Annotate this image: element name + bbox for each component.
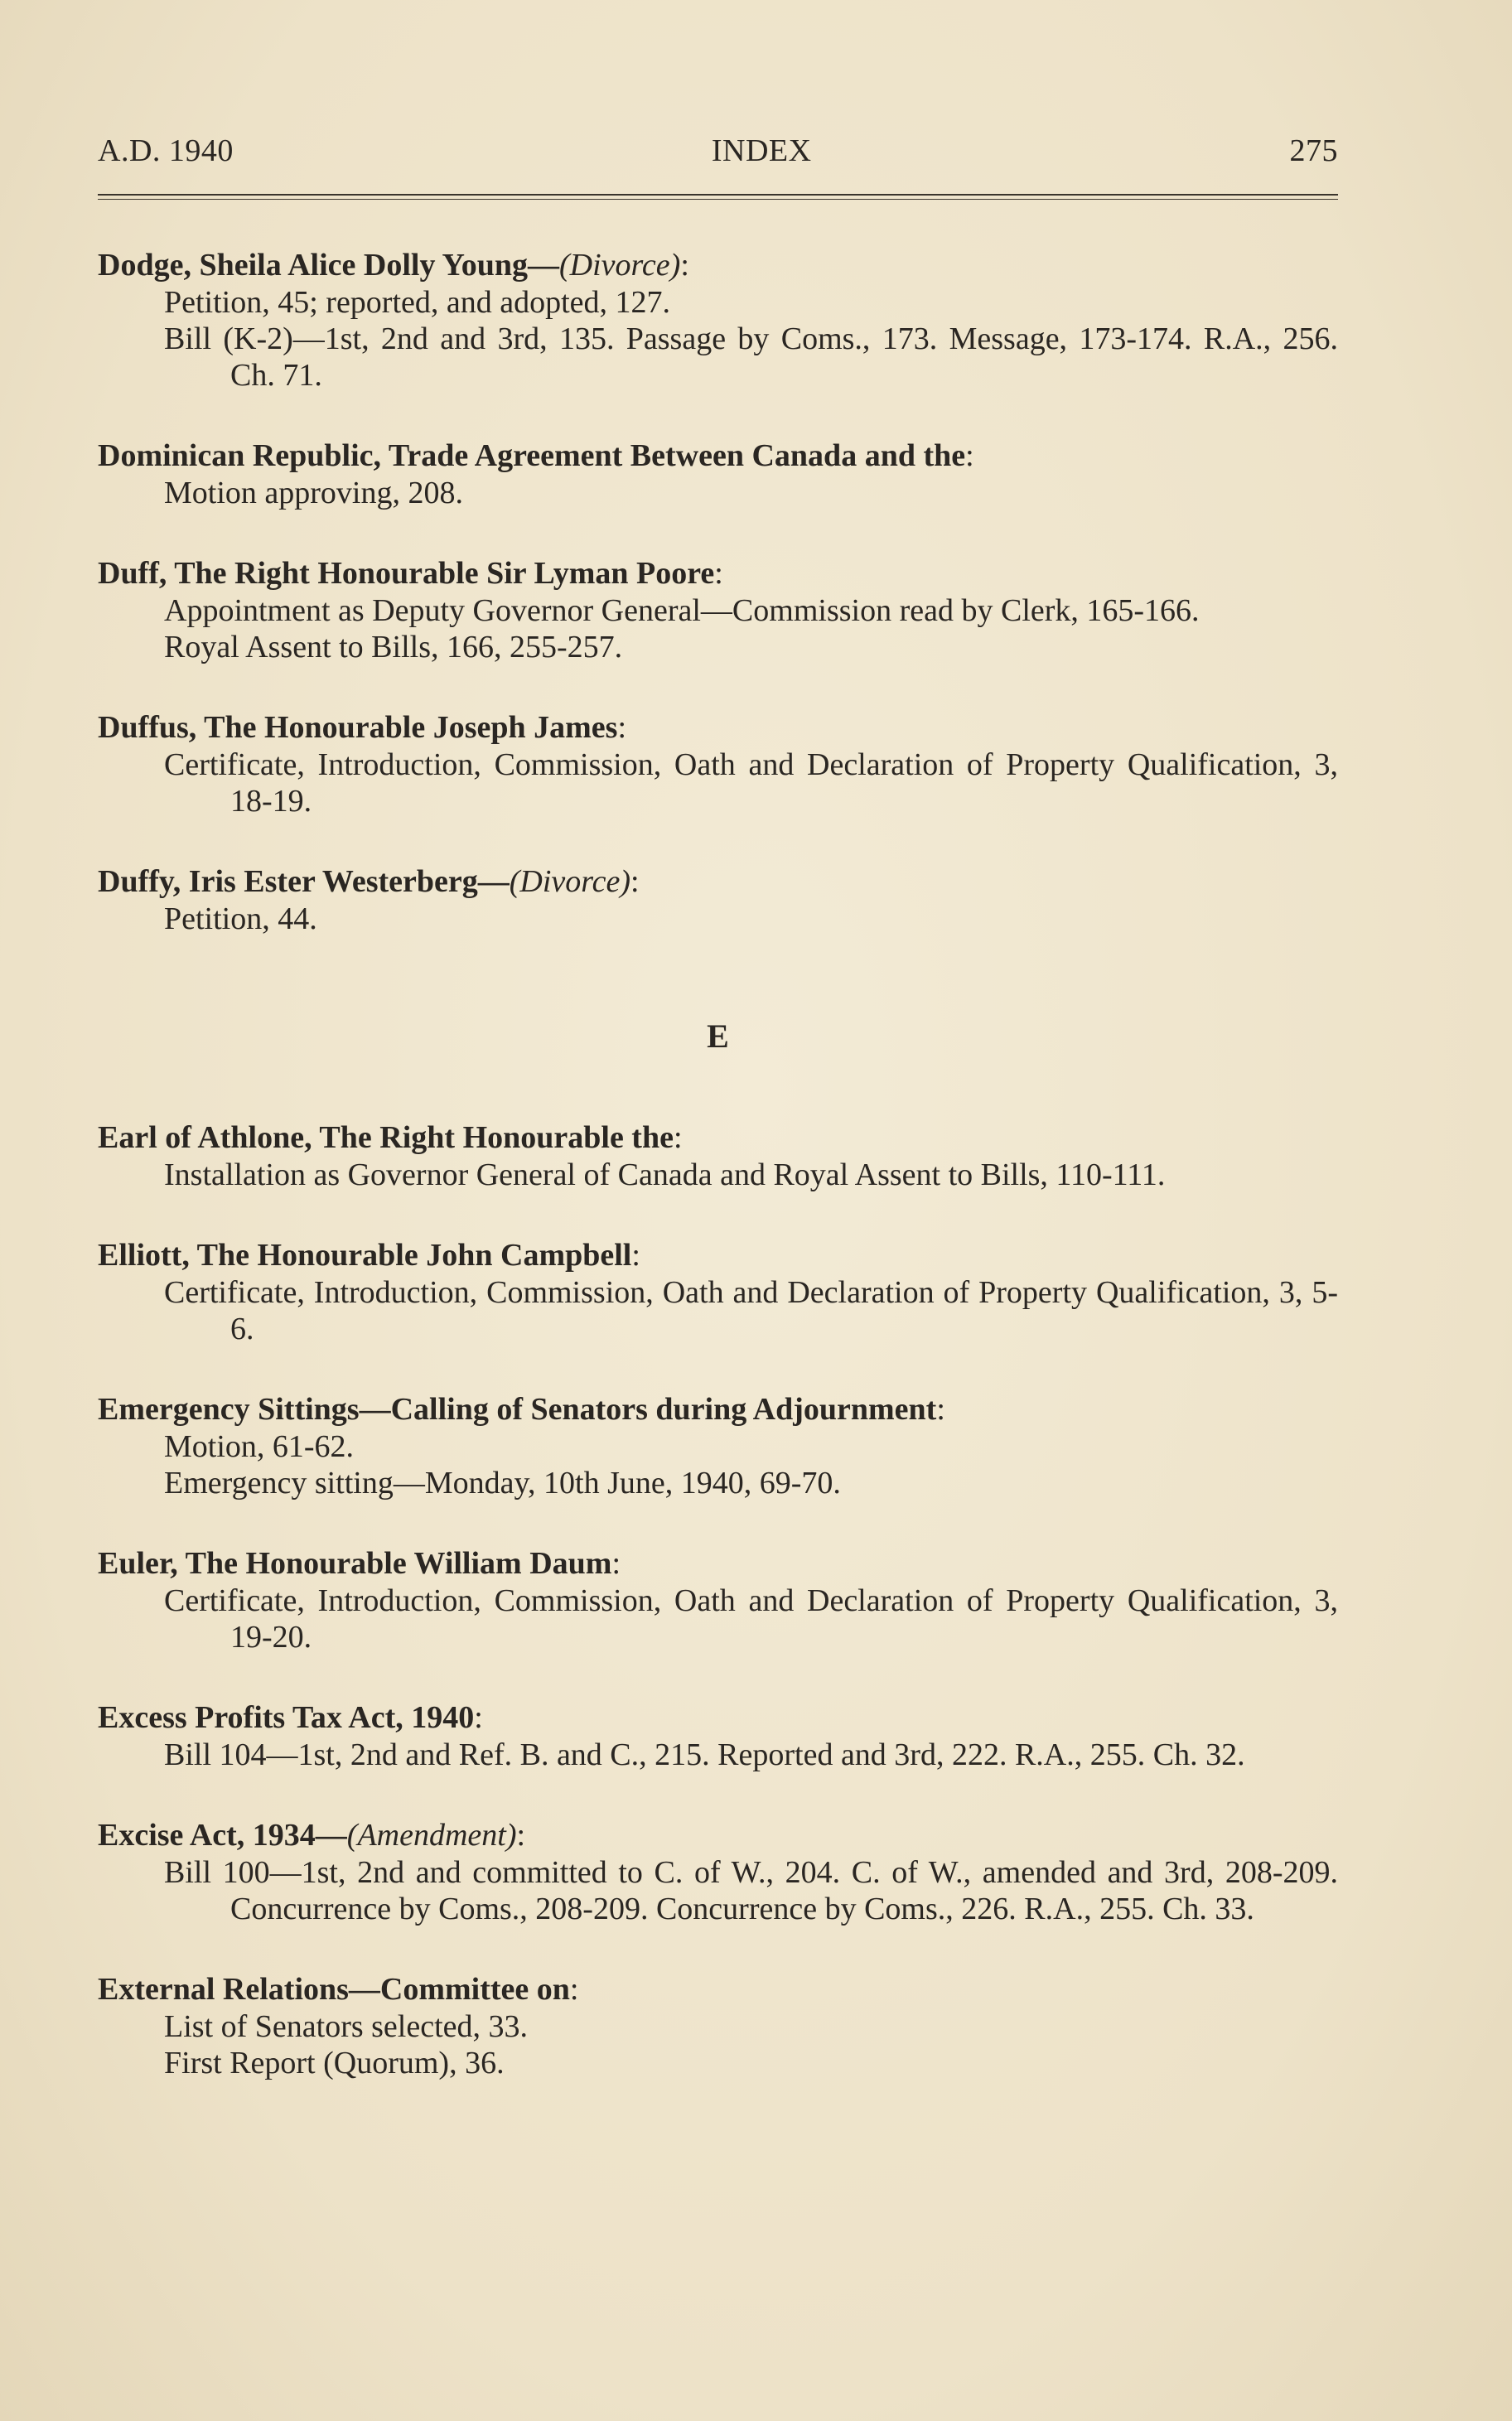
entry-heading	[98, 1119, 1338, 1157]
heading-colon: :	[631, 1238, 640, 1273]
heading-colon: :	[714, 556, 723, 591]
index-entry	[98, 1390, 1338, 1501]
entry-heading	[98, 554, 1338, 592]
entry-heading	[98, 246, 1338, 284]
entry-heading-text: Duffy, Iris Ester Westerberg—	[98, 864, 510, 899]
heading-colon: :	[474, 1700, 483, 1735]
entry-heading-text: Dodge, Sheila Alice Dolly Young—	[98, 248, 560, 283]
entry-subentry: Certificate, Introduction, Commission, Oath and Declaration of Property Qualification, 3, 19-20.	[164, 1583, 1338, 1655]
index-entry	[98, 1119, 1338, 1193]
header-title: INDEX	[711, 133, 812, 168]
heading-colon: :	[569, 1972, 579, 2007]
heading-colon: :	[673, 1120, 683, 1155]
heading-colon: :	[630, 864, 640, 899]
heading-colon: :	[617, 710, 627, 745]
index-entries	[98, 246, 1338, 2081]
entry-subentry: Motion, 61-62.	[164, 1429, 355, 1464]
heading-colon: :	[680, 248, 689, 283]
entry-heading	[98, 708, 1338, 747]
heading-colon: :	[611, 1546, 621, 1581]
index-entry	[98, 863, 1338, 937]
entry-subentry: Royal Assent to Bills, 166, 255-257.	[164, 630, 623, 664]
entry-heading-text: External Relations—Committee on	[98, 1972, 570, 2007]
entry-heading	[98, 437, 1338, 475]
entry-heading-text: Duffus, The Honourable Joseph James	[98, 710, 618, 745]
entry-qualifier: (Divorce)	[559, 248, 681, 283]
entry-subentry: Bill 104—1st, 2nd and Ref. B. and C., 215. Reported and 3rd, 222. R.A., 255. Ch. 32.	[164, 1737, 1245, 1772]
page-number: 275	[1289, 133, 1338, 168]
entry-heading-text: Dominican Republic, Trade Agreement Between Canada and the	[98, 438, 966, 473]
entry-subentry: Petition, 44.	[164, 901, 317, 936]
entry-subentry: Bill (K-2)—1st, 2nd and 3rd, 135. Passage by Coms., 173. Message, 173-174. R.A., 256. Ch. 71.	[164, 321, 1338, 393]
entry-heading-text: Excess Profits Tax Act, 1940	[98, 1700, 475, 1735]
index-entry	[98, 1699, 1338, 1773]
entry-subentry: Petition, 45; reported, and adopted, 127.	[164, 285, 671, 320]
index-entry	[98, 1816, 1338, 1927]
entry-subentry: Appointment as Deputy Governor General—Commission read by Clerk, 165-166.	[164, 593, 1200, 628]
heading-colon: :	[965, 438, 974, 473]
entry-heading-text: Earl of Athlone, The Right Honourable the	[98, 1120, 674, 1155]
index-entry	[98, 1544, 1338, 1655]
index-entry	[98, 708, 1338, 819]
entry-heading	[98, 1816, 1338, 1854]
entries-d	[98, 246, 1338, 937]
entry-qualifier: (Divorce)	[509, 864, 631, 899]
entry-subentry: Installation as Governor General of Canada and Royal Assent to Bills, 110-111.	[164, 1157, 1166, 1192]
index-entry	[98, 554, 1338, 665]
entry-heading-text: Duff, The Right Honourable Sir Lyman Poore	[98, 556, 715, 591]
entry-heading	[98, 1970, 1338, 2008]
entry-heading-text: Elliott, The Honourable John Campbell	[98, 1238, 632, 1273]
entry-heading	[98, 1544, 1338, 1583]
section-letter: E	[707, 1017, 729, 1055]
index-entry	[98, 1970, 1338, 2081]
entry-heading-text: Euler, The Honourable William Daum	[98, 1546, 612, 1581]
entry-heading	[98, 1699, 1338, 1737]
index-entry	[98, 1236, 1338, 1347]
entry-subentry: Emergency sitting—Monday, 10th June, 1940, 69-70.	[164, 1466, 841, 1500]
heading-colon: :	[516, 1818, 526, 1853]
entry-heading-text: Excise Act, 1934—	[98, 1818, 347, 1853]
page-header	[98, 133, 1338, 169]
entry-subentry: Motion approving, 208.	[164, 476, 463, 510]
entry-subentry: Bill 100—1st, 2nd and committed to C. of W., 204. C. of W., amended and 3rd, 208-209. Concurrence by Coms., 208-209. Concurrence by Coms., 226. R.A., 255. Ch. 33.	[164, 1855, 1338, 1926]
index-entry	[98, 437, 1338, 511]
entry-subentry: Certificate, Introduction, Commission, Oath and Declaration of Property Qualification, 3, 5-6.	[164, 1275, 1338, 1346]
entry-subentry: Certificate, Introduction, Commission, Oath and Declaration of Property Qualification, 3, 18-19.	[164, 747, 1338, 819]
entry-heading-text: Emergency Sittings—Calling of Senators during Adjournment	[98, 1392, 937, 1427]
entry-qualifier: (Amendment)	[346, 1818, 517, 1853]
header-rule	[98, 194, 1338, 200]
entry-heading	[98, 1390, 1338, 1428]
entry-heading	[98, 863, 1338, 901]
entry-subentry: First Report (Quorum), 36.	[164, 2046, 505, 2080]
entry-heading	[98, 1236, 1338, 1274]
entries-e	[98, 1119, 1338, 2081]
header-year: A.D. 1940	[98, 133, 234, 168]
index-entry	[98, 246, 1338, 394]
heading-colon: :	[936, 1392, 945, 1427]
entry-subentry: List of Senators selected, 33.	[164, 2009, 529, 2044]
